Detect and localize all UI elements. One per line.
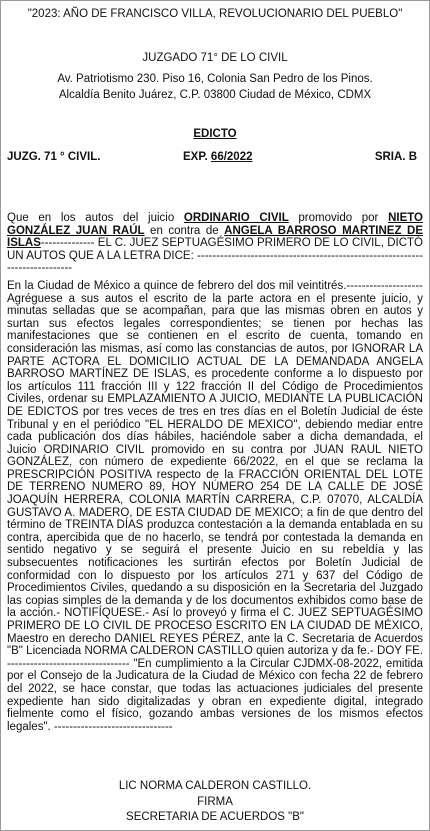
document-title: EDICTO <box>193 128 237 140</box>
intro-text: en contra de <box>144 224 225 237</box>
file-number: 66/2022 <box>210 151 253 163</box>
intro-text: -------------- EL C. JUEZ SEPTUAGÉSIMO PRIMERO DE LO CIVIL, DICTÓ UN AUTOS QUE A LA LETRA DICE: ---------------------------------------------------------------------------- <box>7 237 423 275</box>
signer-role: SECRETARIA DE ACUERDOS "B" <box>126 811 304 824</box>
court-name: JUZGADO 71° DE LO CIVIL <box>142 52 288 64</box>
plaintiff-name: NIETO GONZÁLEZ JUAN RAÚL <box>7 212 423 237</box>
file-reference <box>183 151 253 163</box>
signature-block <box>1 779 429 826</box>
court-reference: JUZG. 71 ° CIVIL. <box>7 151 101 163</box>
intro-paragraph <box>7 212 423 275</box>
intro-text: Que en los autos del juicio <box>7 212 184 224</box>
address-line-2: Alcaldía Benito Juárez, C.P. 03800 Ciudad de México, CDMX <box>58 89 372 101</box>
year-motto: "2023: AÑO DE FRANCISCO VILLA, REVOLUCIONARIO DEL PUEBLO" <box>27 8 403 20</box>
signer-name: LIC NORMA CALDERON CASTILLO. <box>118 780 312 792</box>
trial-type: ORDINARIO CIVIL <box>183 212 289 224</box>
file-label: EXP. <box>183 151 211 163</box>
intro-text: promovido por <box>288 212 389 224</box>
edict-body <box>7 212 423 733</box>
court-order-text: En la Ciudad de México a quince de febrero del dos mil veintitrés.-------------------- Agréguese a sus autos el escrito de la parte actora en el presente juicio, y minutas selladas que se acompañan, para que las mismas obren en autos y surtan sus efectos legales correspondientes; se tienen por hechas las manifestaciones que se contienen en el escrito de cuenta, tomando en consideración las mismas, así como las constancias de autos, por IGNORAR LA PARTE ACTORA EL DOMICILIO ACTUAL DE LA DEMANDADA ANGELA BARROSO MARTÍNEZ DE ISLAS, es procedente conforme a lo dispuesto por los artículos 111 fracción III y 122 fracción II del Código de Procedimientos Civiles, ordenar su EMPLAZAMIENTO A JUICIO, MEDIANTE LA PUBLICACIÓN DE EDICTOS por tres veces de tres en tres días en el Boletín Judicial de éste Tribunal y en el periódico "EL HERALDO DE MEXICO", debiendo mediar entre cada publicación dos días hábiles, haciéndole saber a dicha demandada, el Juicio ORDINARIO CIVIL promovido en su contra por JUAN RAUL NIETO GONZÁLEZ, con número de expediente 66/2022, en el que se reclama la PRESCRIPCIÓN POSITIVA respecto de la FRACCIÓN ORIENTAL DEL LOTE DE TERRENO NUMERO 89, HOY NÚMERO 254 DE LA CALLE DE JOSÉ JOAQUÍN HERRERA, COLONIA MARTÍN CARRERA, C.P. 07070, ALCALDÍA GUSTAVO A. MADERO, DE ESTA CIUDAD DE MEXICO; a fin de que dentro del término de TREINTA DÍAS produzca contestación a la demanda entablada en su contra, apercibida que de no hacerlo, se tendrá por contestada la demanda en sentido negativo y se seguirá el presente Juicio en su rebeldía y las subsecuentes notificaciones les surtirán efectos por Boletín Judicial de conformidad con lo dispuesto por los artículos 271 y 637 del Código de Procedimientos Civiles, quedando a su disposición en la Secretaria del Juzgado las copias simples de la demanda y de los documentos exhibidos como base de la acción.- NOTIFÍQUESE.- Así lo proveyó y firma el C. JUEZ SEPTUAGÉSIMO PRIMERO DE LO CIVIL DE PROCESO ESCRITO EN LA CIUDAD DE MÉXICO, Maestro en derecho DANIEL REYES PÉREZ, ante la C. Secretaria de Acuerdos "B" Licenciada NORMA CALDERON CASTILLO quien autoriza y da fe.- DOY FE. -------------------------------- "En cumplimiento a la Circular CJDMX-08-2022, emitida por el Consejo de la Judicatura de la Ciudad de México con fecha 22 de febrero del 2022, se hace constar, que todas las actuaciones judiciales del presente expediente han sido digitalizadas y obran en expediente digital, integrado fielmente como el físico, gozando ambas versiones de los mismos efectos legales". ------------------------------- <box>7 279 423 733</box>
signature-label: FIRMA <box>197 795 233 808</box>
secretariat-reference: SRIA. B <box>374 151 417 163</box>
court-address <box>1 71 429 103</box>
address-line-1: Av. Patriotismo 230. Piso 16, Colonia San Pedro de los Pinos. <box>57 73 373 85</box>
defendant-name: ANGELA BARROSO MARTINEZ DE ISLAS <box>7 224 423 250</box>
